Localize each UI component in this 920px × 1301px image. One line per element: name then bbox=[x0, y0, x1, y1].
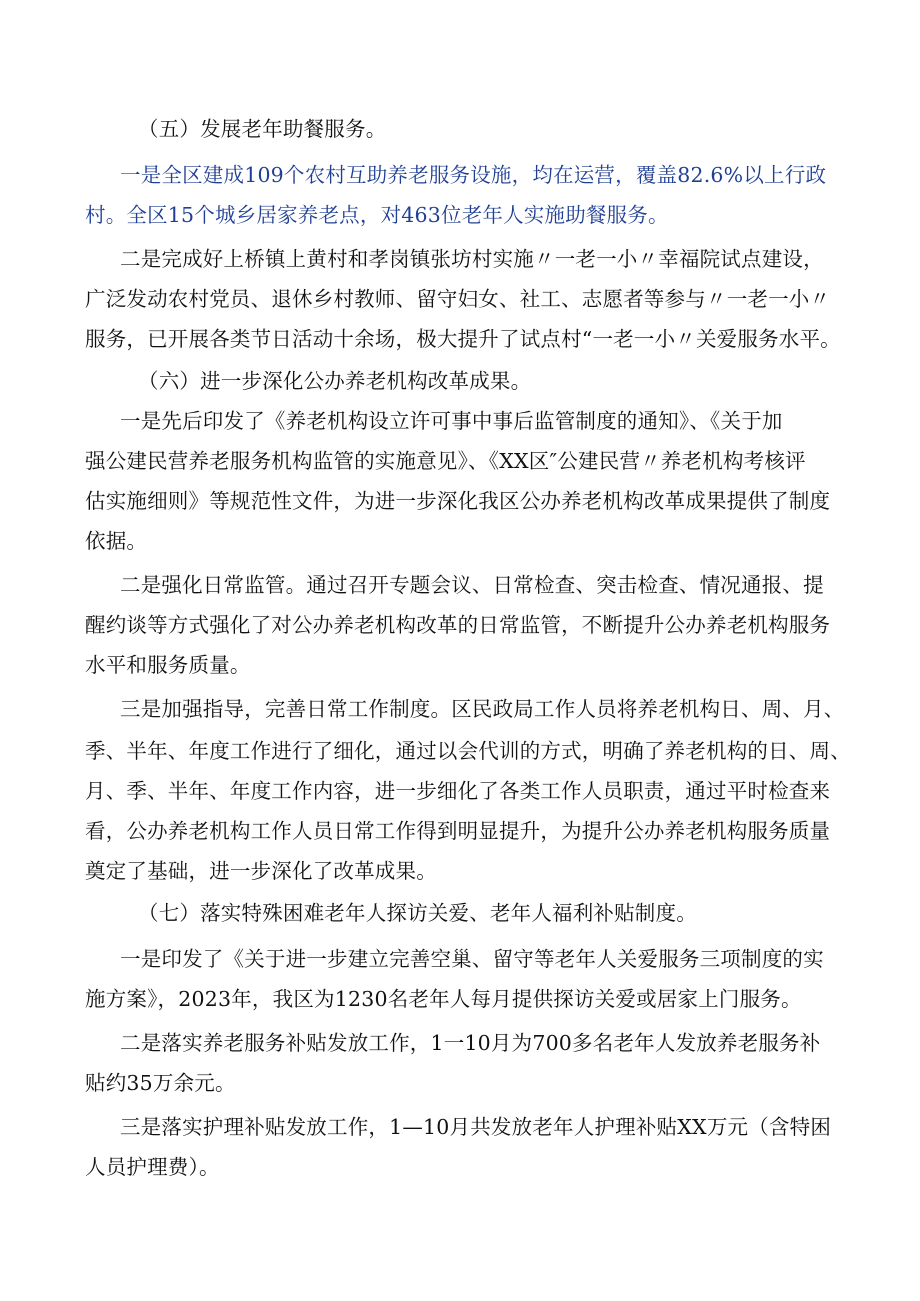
paragraph-line: 估实施细则》等规范性文件，为进一步深化我区公办养老机构改革成果提供了制度 bbox=[85, 489, 831, 513]
paragraph-line: 贴约35万余元。 bbox=[85, 1071, 236, 1095]
paragraph-line: 强公建民营养老服务机构监管的实施意见》、《XX区″公建民营〃养老机构考核评 bbox=[85, 449, 806, 473]
paragraph-line: 二是强化日常监管。通过召开专题会议、日常检查、突击检查、情况通报、提 bbox=[120, 573, 824, 597]
paragraph-line: 二是完成好上桥镇上黄村和孝岗镇张坊村实施〃一老一小〃幸福院试点建设， bbox=[120, 247, 824, 271]
paragraph-line: 水平和服务质量。 bbox=[85, 653, 251, 677]
paragraph-line: 奠定了基础，进一步深化了改革成果。 bbox=[85, 859, 437, 883]
paragraph-line: 三是加强指导，完善日常工作制度。区民政局工作人员将养老机构日、周、月、 bbox=[120, 697, 845, 721]
paragraph-line: 看，公办养老机构工作人员日常工作得到明显提升，为提升公办养老机构服务质量 bbox=[85, 819, 831, 843]
paragraph-line: 一是先后印发了《养老机构设立许可事中事后监管制度的通知》、《关于加 bbox=[120, 409, 783, 433]
paragraph-line-blue: 一是全区建成109个农村互助养老服务设施，均在运营，覆盖82.6%以上行政 bbox=[120, 163, 827, 187]
paragraph-line: 人员护理费）。 bbox=[85, 1155, 220, 1179]
paragraph-line: 一是印发了《关于进一步建立完善空巢、留守等老年人关爱服务三项制度的实 bbox=[120, 947, 824, 971]
paragraph-line: 月、季、半年、年度工作内容，进一步细化了各类工作人员职责，通过平时检查来 bbox=[85, 779, 831, 803]
paragraph-line: 二是落实养老服务补贴发放工作，1一10月为700多名老年人发放养老服务补 bbox=[120, 1031, 821, 1055]
section-heading-seven: （七）落实特殊困难老年人探访关爱、老年人福利补贴制度。 bbox=[138, 901, 697, 925]
paragraph-line-blue-start: 村。全区15个城乡居家养老点，对463位老年人实施助餐服务。 bbox=[85, 203, 669, 227]
paragraph-line: 季、半年、年度工作进行了细化，通过以会代训的方式，明确了养老机构的日、周、 bbox=[85, 739, 851, 763]
paragraph-line-mixed bbox=[85, 200, 920, 230]
paragraph-line: 醒约谈等方式强化了对公办养老机构改革的日常监管，不断提升公办养老机构服务 bbox=[85, 613, 831, 637]
section-heading-six: （六）进一步深化公办养老机构改革成果。 bbox=[138, 369, 532, 393]
section-heading-five: （五）发展老年助餐服务。 bbox=[138, 117, 387, 141]
paragraph-line: 依据。 bbox=[85, 529, 148, 553]
paragraph-line: 服务，已开展各类节日活动十余场，极大提升了试点村“一老一小〃关爱服务水平。 bbox=[85, 327, 841, 351]
paragraph-line: 施方案》，2023年，我区为1230名老年人每月提供探访关爱或居家上门服务。 bbox=[85, 987, 802, 1011]
paragraph-line: 广泛发动农村党员、退休乡村教师、留守妇女、社工、志愿者等参与〃一老一小〃 bbox=[85, 287, 831, 311]
paragraph-line: 三是落实护理补贴发放工作，1—10月共发放老年人护理补贴XX万元（含特困 bbox=[120, 1115, 832, 1139]
